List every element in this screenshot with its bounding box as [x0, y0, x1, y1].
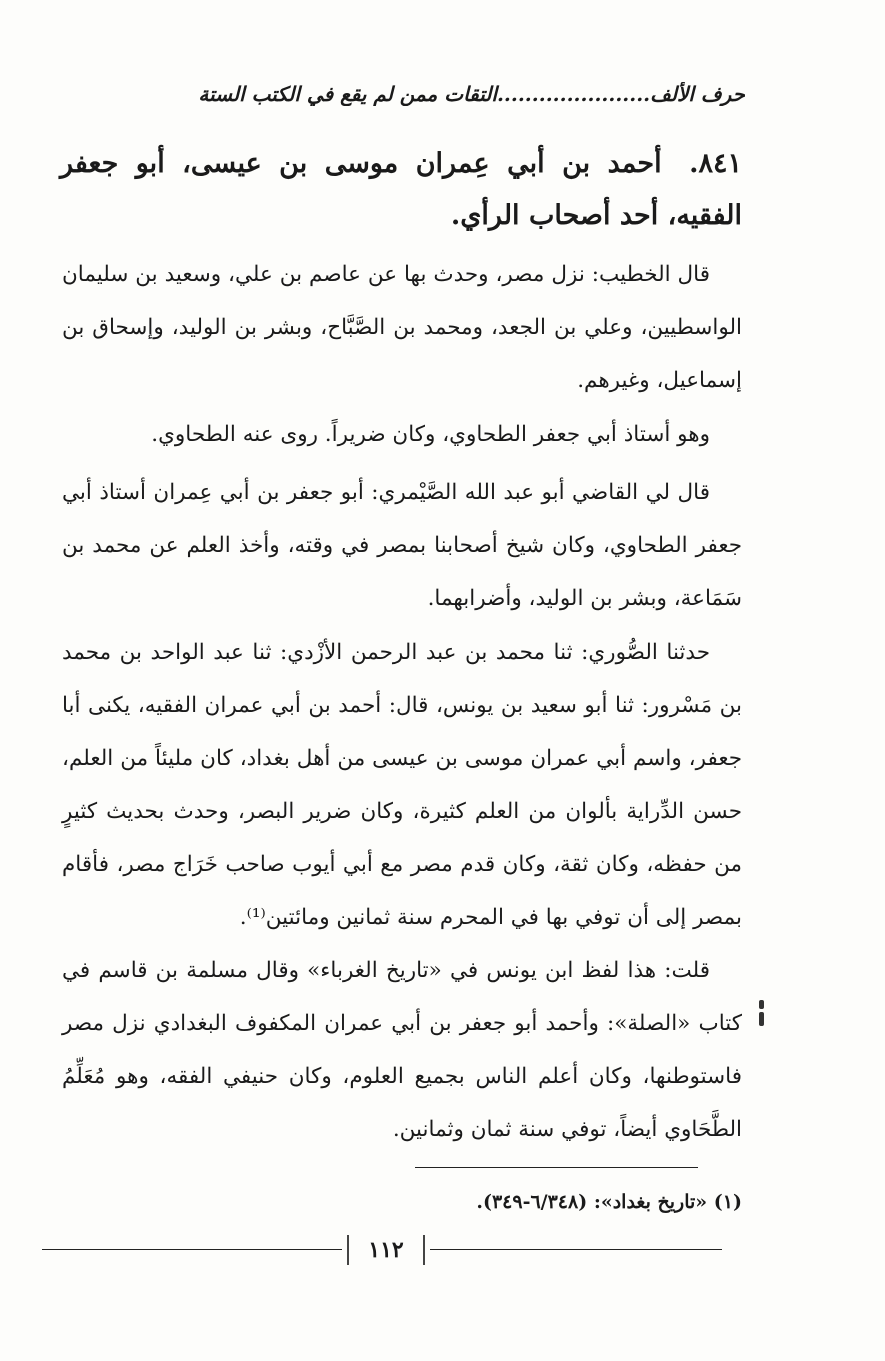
footnote-separator	[415, 1167, 698, 1168]
paragraph-text: حدثنا الصُّوري: ثنا محمد بن عبد الرحمن الأزْدي: ثنا عبد الواحد بن محمد بن مَسْرور: ثنا أبو سعيد بن يونس، قال: أحمد بن أبي عمران الفقيه، يكنى أبا جعفر، واسم أبي عمران موسى بن عيسى من أهل بغداد، كان مليئاً من العلم، حسن الدِّراية بألوان من العلم كثيرة، وكان ضرير البصر، وحدث بحديث كثيرٍ من حفظه، وكان ثقة، وكان قدم مصر مع أبي أيوب صاحب خَرَاج مصر، فأقام بمصر إلى أن توفي بها في المحرم سنة ثمانين ومائتين⁽¹⁾.	[62, 640, 742, 930]
footer-rule-right	[430, 1249, 722, 1250]
paragraph	[62, 944, 742, 1156]
paragraph	[62, 248, 742, 407]
entry-title: أحمد بن أبي عِمران موسى بن عيسى، أبو جعفر الفقيه، أحد أصحاب الرأي.	[60, 148, 742, 231]
page-number: ١١٢	[343, 1232, 429, 1268]
running-header: حرف الألف......................التقات ممن لم يقع في الكتب الستة	[198, 82, 745, 106]
paragraph-text: قلت: هذا لفظ ابن يونس في «تاريخ الغرباء» وقال مسلمة بن قاسم في كتاب «الصلة»: وأحمد أبو جعفر بن أبي عمران المكفوف البغدادي نزل مصر فاستوطنها، وكان أعلم الناس بجميع العلوم، وكان حنيفي الفقه، وهو مُعَلِّمُ الطَّحَاوي أيضاً، توفي سنة ثمان وثمانين.	[62, 958, 742, 1142]
paragraph	[62, 466, 742, 625]
entry-number: ٨٤١.	[689, 148, 742, 179]
paragraph-text: قال الخطيب: نزل مصر، وحدث بها عن عاصم بن علي، وسعيد بن سليمان الواسطيين، وعلي بن الجعد، ومحمد بن الصَّبَّاح، وبشر بن الوليد، وإسحاق بن إسماعيل، وغيرهم.	[62, 262, 742, 393]
entry-heading	[60, 138, 742, 242]
paragraph-text: وهو أستاذ أبي جعفر الطحاوي، وكان ضريراً. روى عنه الطحاوي.	[151, 422, 710, 447]
scan-edge-mark	[757, 1000, 765, 1030]
paragraph	[62, 408, 742, 461]
footer-rule-left	[42, 1249, 342, 1250]
paragraph-text: قال لي القاضي أبو عبد الله الصَّيْمري: أبو جعفر بن أبي عِمران أستاذ أبي جعفر الطحاوي، وكان شيخ أصحابنا بمصر في وقته، وأخذ العلم عن محمد بن سَمَاعة، وبشر بن الوليد، وأضرابهما.	[62, 480, 742, 611]
footnote: (١) «تاريخ بغداد»: (٦/٣٤٨-٣٤٩).	[476, 1191, 742, 1213]
paragraph	[62, 626, 742, 944]
